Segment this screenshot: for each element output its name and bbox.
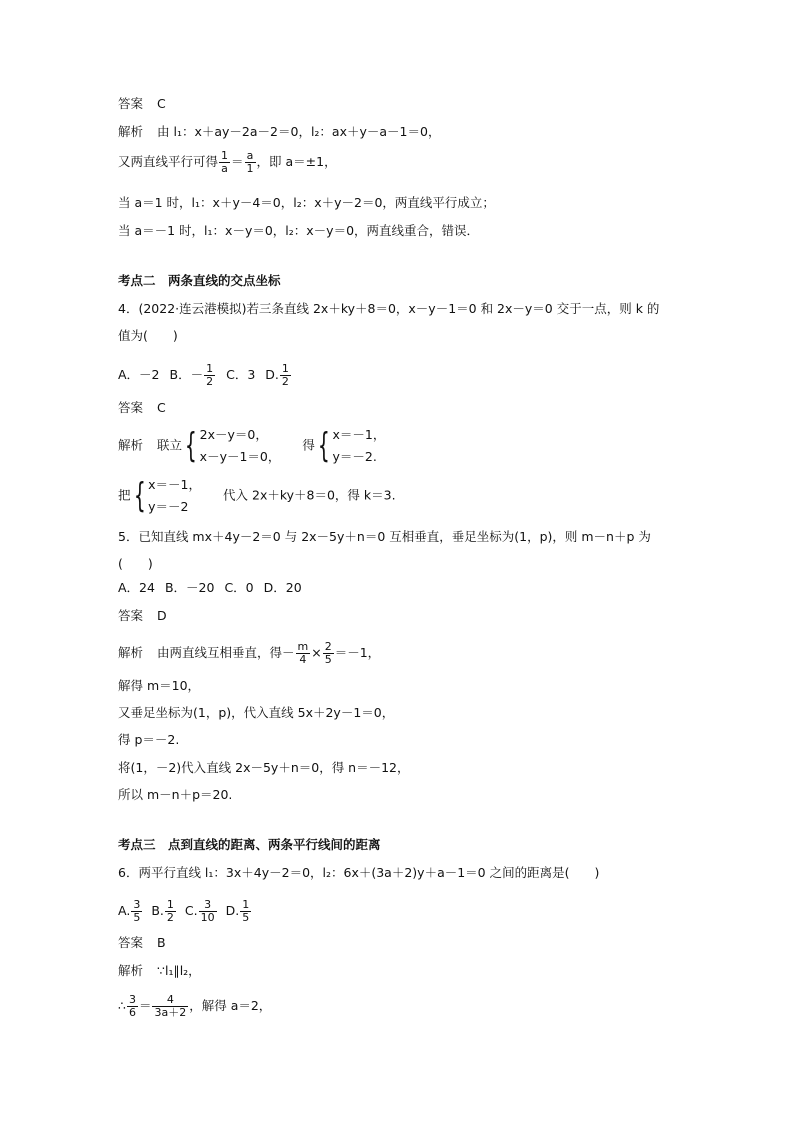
left-brace: { <box>317 426 330 466</box>
equation-system <box>200 424 281 468</box>
fraction <box>245 150 256 175</box>
q5-explanation-line1 <box>118 641 380 666</box>
explanation-text: 由 l₁：x＋ay－2a－2＝0，l₂：ax＋y－a－1＝0， <box>157 124 441 139</box>
explanation-text: 把 <box>118 487 131 503</box>
denominator: 2 <box>281 375 289 388</box>
q4-stem-line2: 值为( ) <box>118 328 178 343</box>
q5-explanation-line6: 所以 m－n＋p＝20. <box>118 787 233 802</box>
equation-row: x－y－1＝0， <box>199 449 281 464</box>
option-a-fraction <box>131 899 142 924</box>
denominator: 5 <box>133 911 141 924</box>
option-b-fraction <box>165 899 176 924</box>
q3-explanation-line2 <box>118 150 337 175</box>
option-d-fraction <box>240 899 251 924</box>
equals-sign: ＝ <box>138 998 152 1013</box>
option-a: A．－2 <box>118 367 160 382</box>
option-c-fraction <box>199 899 217 924</box>
equation-row: x＝－1， <box>148 477 202 492</box>
numerator: 3 <box>133 898 141 911</box>
explanation-text: 又两直线平行可得 <box>118 154 219 169</box>
q5-explanation-line2: 解得 m＝10， <box>118 678 201 693</box>
numerator: m <box>297 640 309 653</box>
equals-sign: ＝ <box>231 154 244 169</box>
q4-stem-line1: 4．(2022·连云港模拟)若三条直线 2x＋ky＋8＝0，x－y－1＝0 和 2x－y＝0 交于一点，则 k 的 <box>118 301 660 316</box>
q3-explanation-line4 <box>118 223 479 239</box>
numerator: 2 <box>324 640 332 653</box>
q4-explanation-line1 <box>118 424 385 468</box>
denominator: 4 <box>299 653 307 666</box>
denominator: 10 <box>200 911 215 924</box>
explanation-text: 当 a＝1 时，l₁：x＋y－4＝0，l₂：x＋y－2＝0，两直线平行成立； <box>118 195 495 210</box>
times-sign: × <box>311 645 322 660</box>
q4-answer-line <box>118 400 166 416</box>
q3-explanation-line3 <box>118 195 495 211</box>
denominator: 5 <box>324 653 332 666</box>
equation-row: y＝－2 <box>148 499 189 514</box>
q6-explanation-line1 <box>118 963 201 979</box>
numerator: 4 <box>152 994 188 1007</box>
denominator: 3a＋2 <box>154 1006 187 1019</box>
explanation-label: 解析 <box>118 963 144 978</box>
option-a-prefix: A. <box>118 903 131 918</box>
numerator: a <box>245 150 256 163</box>
explanation-text: ，解得 a＝2， <box>189 998 272 1013</box>
denominator: 1 <box>246 162 254 175</box>
section-heading: 考点二 两条直线的交点坐标 <box>118 273 281 288</box>
equation-row: 2x－y＝0， <box>199 427 268 442</box>
q5-explanation-line3: 又垂足坐标为(1，p)，代入直线 5x＋2y－1＝0， <box>118 705 395 720</box>
option-b-prefix: B. <box>151 903 164 918</box>
q6-options <box>118 899 252 924</box>
option-b-fraction <box>204 363 215 388</box>
explanation-text: 得 <box>302 437 315 453</box>
option-b-prefix: B．－ <box>169 367 204 382</box>
answer-value: D <box>157 608 167 623</box>
q6-answer-line <box>118 935 166 951</box>
equation-system <box>148 474 201 518</box>
option-c: C．0 <box>224 580 254 595</box>
denominator: 5 <box>242 911 250 924</box>
section-heading: 考点三 点到直线的距离、两条平行线间的距离 <box>118 837 381 852</box>
numerator: 3 <box>199 899 217 912</box>
denominator: 2 <box>206 375 214 388</box>
denominator: 2 <box>166 911 174 924</box>
q5-stem-line1: 5．已知直线 mx＋4y－2＝0 与 2x－5y＋n＝0 互相垂直，垂足坐标为(1，p)，则 m－n＋p 为 <box>118 529 651 544</box>
fraction <box>127 994 138 1019</box>
numerator: 3 <box>128 993 136 1006</box>
left-brace: { <box>184 426 197 466</box>
fraction <box>152 994 188 1019</box>
q5-options <box>118 580 302 596</box>
answer-label: 答案 <box>118 608 144 623</box>
q4-options <box>118 363 292 388</box>
answer-value: C <box>157 400 166 415</box>
explanation-text: ，即 a＝±1， <box>256 154 337 169</box>
explanation-text: 当 a＝－1 时，l₁：x－y＝0，l₂：x－y＝0，两直线重合，错误． <box>118 223 480 238</box>
therefore-sign: ∴ <box>118 998 126 1013</box>
q3-answer-line <box>118 96 166 112</box>
option-c: C．3 <box>226 367 256 382</box>
option-d-prefix: D. <box>225 903 240 918</box>
explanation-text: 代入 2x＋ky＋8＝0，得 k＝3. <box>223 487 396 503</box>
option-d-prefix: D. <box>265 367 279 382</box>
denominator: a <box>221 162 228 175</box>
numerator: 1 <box>281 362 289 375</box>
numerator: 1 <box>166 898 174 911</box>
q6-explanation-line2 <box>118 994 271 1019</box>
fraction <box>219 150 230 175</box>
explanation-text: 由两直线互相垂直，得－ <box>157 645 295 660</box>
q3-explanation-line1 <box>118 124 440 140</box>
q5-explanation-line4: 得 p＝－2. <box>118 732 180 747</box>
option-a: A．24 <box>118 580 155 595</box>
option-d: D．20 <box>263 580 302 595</box>
option-c-prefix: C. <box>184 903 198 918</box>
numerator: 1 <box>242 898 250 911</box>
answer-value: C <box>157 96 166 111</box>
answer-value: B <box>157 935 166 950</box>
explanation-text: 联立 <box>157 437 183 453</box>
numerator: 1 <box>206 362 214 375</box>
answer-label: 答案 <box>118 96 144 111</box>
equation-row: y＝－2. <box>332 449 377 464</box>
equation-row: x＝－1， <box>332 427 386 442</box>
q5-explanation-line5: 将(1，－2)代入直线 2x－5y＋n＝0，得 n＝－12， <box>118 760 410 775</box>
equation-system <box>333 424 386 468</box>
explanation-label: 解析 <box>118 124 144 139</box>
option-d-fraction <box>280 363 291 388</box>
explanation-text: ＝－1， <box>334 645 381 660</box>
explanation-label: 解析 <box>118 645 144 660</box>
explanation-label: 解析 <box>118 437 144 453</box>
answer-label: 答案 <box>118 935 144 950</box>
explanation-text: ∵l₁∥l₂， <box>157 963 201 978</box>
q4-explanation-line2 <box>118 474 396 518</box>
fraction <box>323 641 334 666</box>
q5-answer-line <box>118 608 167 624</box>
q5-stem-line2: ( ) <box>118 556 153 571</box>
numerator: 1 <box>221 149 229 162</box>
answer-label: 答案 <box>118 400 144 415</box>
denominator: 6 <box>128 1006 136 1019</box>
option-b: B．－20 <box>164 580 215 595</box>
fraction <box>296 641 311 666</box>
q6-stem: 6．两平行直线 l₁：3x＋4y－2＝0，l₂：6x＋(3a＋2)y＋a－1＝0 之间的距离是( ) <box>118 865 600 880</box>
left-brace: { <box>133 476 146 516</box>
